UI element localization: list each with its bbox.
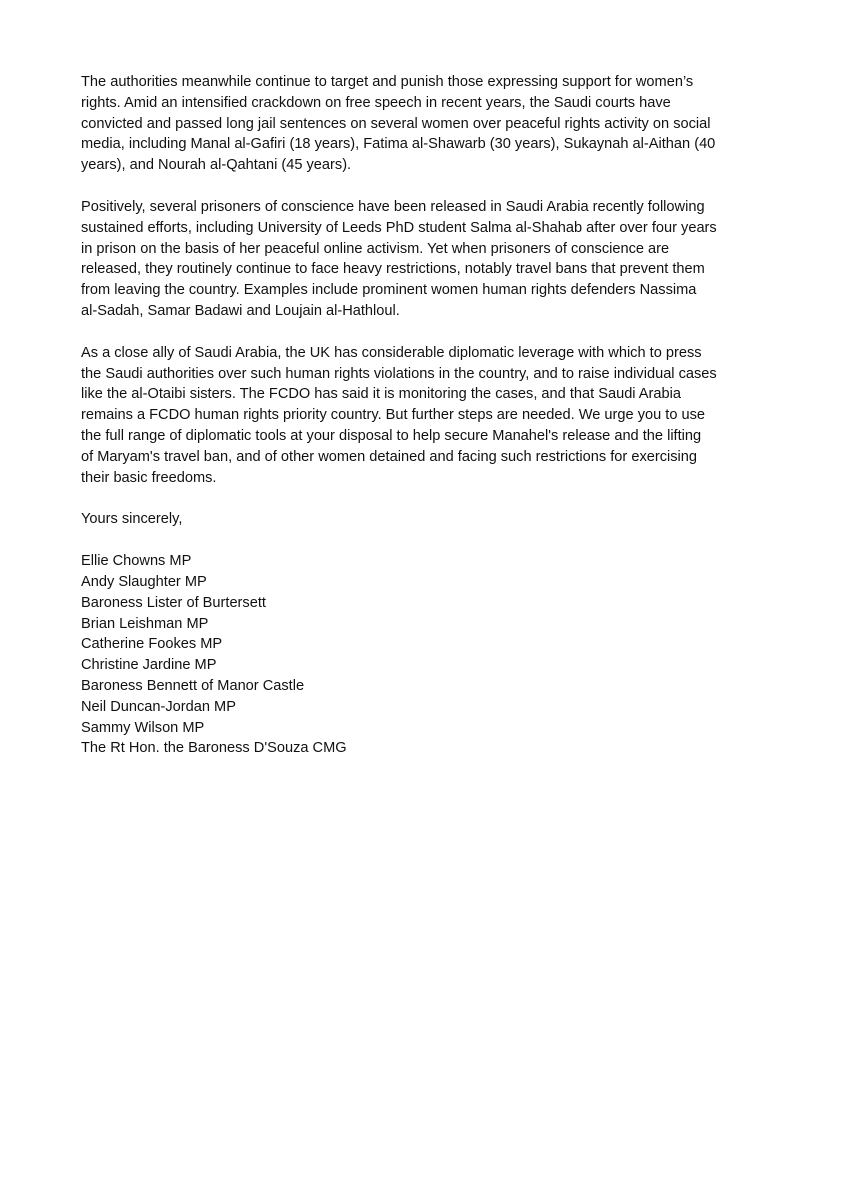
letter-paragraph-2: Positively, several prisoners of conscience have been released in Saudi Arabia recently following sustained efforts, including University of Leeds PhD student Salma al-Shahab after over four years in prison on the basis of her peaceful online activism. Yet when prisoners of conscience are released, they routinely continue to face heavy restrictions, notably travel bans that prevent them from leaving the country. Examples include prominent women human rights defenders Nassima al-Sadah, Samar Badawi and Loujain al-Hathloul.: [81, 198, 717, 319]
signatory: Baroness Bennett of Manor Castle: [81, 677, 305, 694]
signatory: The Rt Hon. the Baroness D'Souza CMG: [81, 740, 347, 757]
letter-paragraph-3: As a close ally of Saudi Arabia, the UK has considerable diplomatic leverage with which to press the Saudi authorities over such human rights violations in the country, and to raise individual cases like the al-Otaibi sisters. The FCDO has said it is monitoring the cases, and that Saudi Arabia remains a FCDO human rights priority country. But further steps are needed. We urge you to use the full range of diplomatic tools at your disposal to help secure Manahel's release and the lifting of Maryam's travel ban, and of other women detained and facing such restrictions for exercising their basic freedoms.: [81, 344, 717, 486]
signatory: Andy Slaughter MP: [81, 573, 207, 590]
signatory: Brian Leishman MP: [81, 615, 209, 632]
signatory: Sammy Wilson MP: [81, 719, 205, 736]
letter-page: [81, 72, 781, 759]
signatory: Neil Duncan-Jordan MP: [81, 698, 236, 715]
signatory: Baroness Lister of Burtersett: [81, 594, 266, 611]
letter-closing: Yours sincerely,: [81, 511, 183, 528]
signatory: Catherine Fookes MP: [81, 636, 223, 653]
signatory: Christine Jardine MP: [81, 657, 217, 674]
signatory: Ellie Chowns MP: [81, 553, 192, 570]
signatory-list: [81, 551, 781, 759]
letter-paragraph-1: The authorities meanwhile continue to target and punish those expressing support for women’s rights. Amid an intensified crackdown on free speech in recent years, the Saudi courts have convicted and passed long jail sentences on several women over peaceful rights activity on social media, including Manal al-Gafiri (18 years), Fatima al-Shawarb (30 years), Sukaynah al-Aithan (40 years), and Nourah al-Qahtani (45 years).: [81, 74, 716, 174]
